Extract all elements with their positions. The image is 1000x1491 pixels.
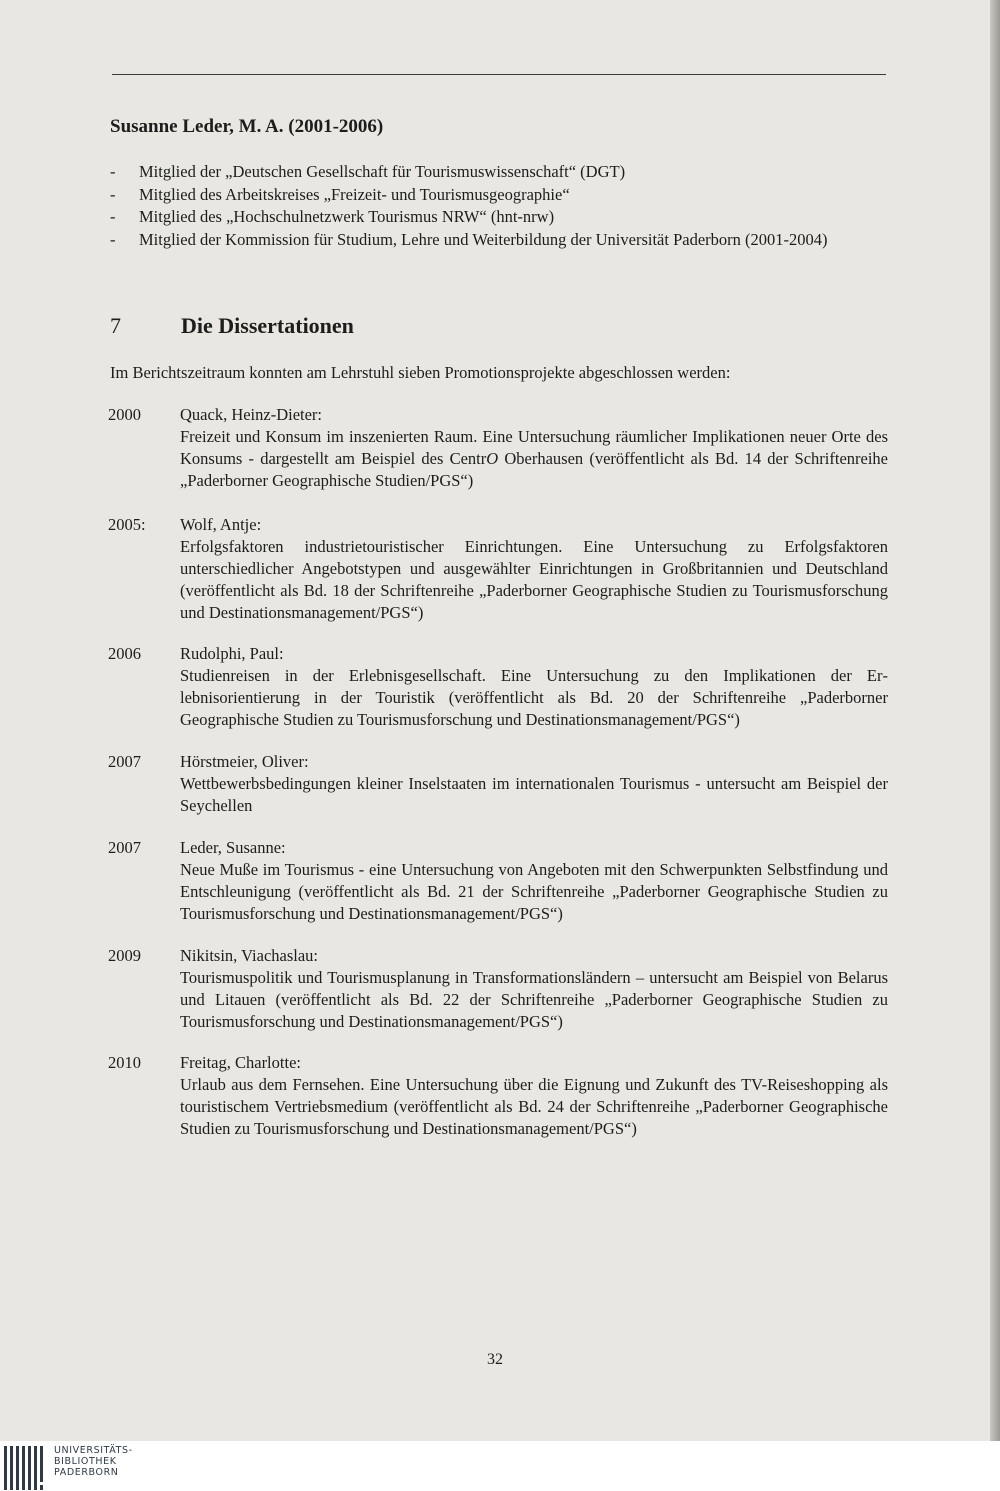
entry-author: Nikitsin, Viachaslau: xyxy=(180,946,319,965)
dissertation-entry-2010 xyxy=(108,1052,888,1140)
entry-text: Freizeit und Konsum im inszenierten Raum. Eine Untersuchung räumlicher Implikationen neuer Orte des Konsums - dargestellt am Beispiel des CentrO Oberhausen (veröffentlicht als Bd. 14 der Schriftenreihe „Paderborner Geographische Studien/PGS“) xyxy=(180,427,888,490)
dissertation-entry-2000 xyxy=(108,404,888,492)
entry-year: 2010 xyxy=(108,1053,141,1072)
dash-bullet: - xyxy=(110,207,116,226)
dissertation-entry-2007-hoerstmeier xyxy=(108,751,888,817)
list-item: - Mitglied des „Hochschulnetzwerk Tourismus NRW“ (hnt-nrw) xyxy=(110,206,890,229)
intro-paragraph: Im Berichtszeitraum konnten am Lehrstuhl sieben Promotionsprojekte abgeschlossen werden: xyxy=(110,363,731,382)
library-logo-text: UNIVERSITÄTS- BIBLIOTHEK PADERBORN xyxy=(54,1445,133,1478)
entry-year: 2006 xyxy=(108,644,141,663)
entry-author: Leder, Susanne: xyxy=(180,838,286,857)
entry-author: Hörstmeier, Oliver: xyxy=(180,752,309,771)
entry-year: 2009 xyxy=(108,946,141,965)
member-section-heading: Susanne Leder, M. A. (2001-2006) xyxy=(110,116,384,137)
entry-body xyxy=(180,404,888,492)
entry-body xyxy=(180,751,888,817)
library-logo xyxy=(4,1446,154,1490)
dissertation-entry-2009 xyxy=(108,945,888,1033)
entry-year: 2007 xyxy=(108,838,141,857)
membership-list xyxy=(110,161,890,251)
entry-text: Tourismuspolitik und Tourismusplanung in Transformationsländern – untersucht am Beispiel von Belarus und Litauen (veröffentlicht als Bd. 22 der Schriftenreihe „Paderborner Geographische Studien zu Tourismusforschung und Destinationsmanagement/PGS“) xyxy=(180,968,888,1031)
entry-body xyxy=(180,1052,888,1140)
chapter-title: Die Dissertationen xyxy=(181,313,354,338)
dissertation-entry-2005 xyxy=(108,514,888,624)
dash-bullet: - xyxy=(110,229,116,249)
entry-text: Erfolgsfaktoren industrietouristischer Einrichtungen. Eine Untersuchung zu Erfolgsfaktoren unterschiedlicher Angebotstypen und ausgewählter Einrichtungen in Großbritannien und Deutschland (veröffentlicht als Bd. 18 der Schriftenreihe „Paderborner Geographische Studien zu Tourismusforschung und Destinationsmanagement/PGS“) xyxy=(180,537,888,622)
entry-year: 2005: xyxy=(108,515,146,534)
dash-bullet: - xyxy=(110,162,116,181)
entry-author: Rudolphi, Paul: xyxy=(180,644,284,663)
entry-author: Wolf, Antje: xyxy=(180,515,262,534)
page-edge-shadow xyxy=(990,0,1000,1491)
dissertation-entry-2006 xyxy=(108,643,888,731)
library-barcode-icon xyxy=(4,1446,46,1490)
entry-year: 2000 xyxy=(108,405,141,424)
entry-year: 2007 xyxy=(108,752,141,771)
entry-text: Neue Muße im Tourismus - eine Untersuchung von Angeboten mit den Schwerpunkten Selbstfindung und Entschleunigung (veröffentlicht als Bd. 21 der Schriftenreihe „Paderborner Geographische Studien zu Tourismusforschung und Destinationsmanagement/PGS“) xyxy=(180,860,888,923)
entry-text: Urlaub aus dem Fernsehen. Eine Untersuchung über die Eignung und Zukunft des TV-Reiseshopping als touristischem Vertriebsmedium (veröffentlicht als Bd. 24 der Schriftenreihe „Paderborner Geographische Studien zu Tourismusforschung und Destinationsmanagement/PGS“) xyxy=(180,1075,888,1138)
entry-author: Quack, Heinz-Dieter: xyxy=(180,405,323,424)
list-item: - Mitglied der „Deutschen Gesellschaft für Tourismuswissenschaft“ (DGT) xyxy=(110,161,890,184)
list-item: - Mitglied des Arbeitskreises „Freizeit- und Tourismusgeographie“ xyxy=(110,184,890,207)
dissertation-entry-2007-leder xyxy=(108,837,888,925)
dash-bullet: - xyxy=(110,184,116,204)
page-number: 32 xyxy=(487,1351,503,1368)
entry-body xyxy=(180,837,888,925)
entry-text: Wettbewerbsbedingungen kleiner Inselstaaten im internationalen Tourismus - untersucht am Beispiel der Seychellen xyxy=(180,774,888,815)
entry-text: Studienreisen in der Erlebnisgesellschaft. Eine Untersuchung zu den Implikationen der Erlebnisorientierung in der Touristik (veröffentlicht als Bd. 20 der Schriftenreihe „Paderborner Geographische Studien zu Tourismusforschung und Destinationsmanagement/PGS“) xyxy=(180,666,888,729)
entry-author: Freitag, Charlotte: xyxy=(180,1053,301,1072)
entry-body xyxy=(180,945,888,1033)
header-rule xyxy=(112,74,886,75)
chapter-heading xyxy=(110,313,354,339)
list-item: - Mitglied der Kommission für Studium, Lehre und Weiterbildung der Universität Paderborn (2001-2004) xyxy=(110,229,890,252)
entry-body xyxy=(180,514,888,624)
entry-body xyxy=(180,643,888,731)
chapter-number: 7 xyxy=(110,313,121,338)
